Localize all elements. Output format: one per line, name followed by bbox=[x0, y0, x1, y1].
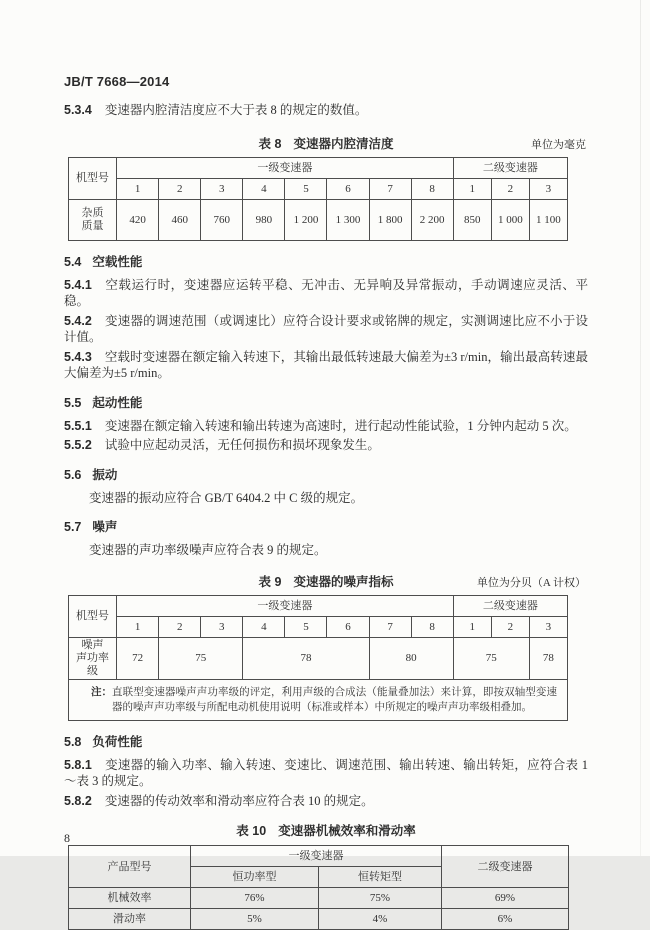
table-8-cleanliness bbox=[68, 157, 568, 241]
table-cell: 1 bbox=[453, 178, 491, 199]
clause-5-4-1: 5.4.1 空载运行时，变速器应运转平稳、无冲击、无异响及异常振动，手动调速应灵活、平稳。 bbox=[64, 277, 588, 308]
clause-5-8-1: 5.8.1 变速器的输入功率、输入转速、变速比、调速范围、输出转速、输出转矩，应符合表 1～表 3 的规定。 bbox=[64, 757, 588, 788]
table-cell: 1 800 bbox=[369, 199, 411, 240]
table-row bbox=[69, 846, 569, 867]
table-cell: 5 bbox=[285, 616, 327, 637]
table-row bbox=[69, 178, 568, 199]
heading-5-4: 5.4 空载性能 bbox=[64, 254, 143, 269]
note-label: 注： bbox=[91, 685, 112, 698]
table-cell: 420 bbox=[117, 199, 159, 240]
table-cell: 4% bbox=[319, 909, 442, 930]
table10-caption-label: 表 10 bbox=[236, 824, 267, 838]
table-cell: 3 bbox=[201, 178, 243, 199]
table9-header-group1: 一级变速器 bbox=[117, 595, 454, 616]
table-row bbox=[69, 637, 568, 679]
table-cell: 1 000 bbox=[491, 199, 529, 240]
table-cell: 75 bbox=[453, 637, 529, 679]
table9-note bbox=[69, 679, 568, 720]
table-cell: 69% bbox=[442, 888, 569, 909]
table9-row-label: 噪声 声功率级 bbox=[69, 637, 117, 679]
clause-5-3-4 bbox=[64, 102, 588, 119]
table8-caption-label: 表 8 bbox=[258, 136, 282, 151]
table10-header-constant-power: 恒功率型 bbox=[191, 867, 319, 888]
clause-number: 5.3.4 bbox=[64, 103, 92, 117]
table-cell: 760 bbox=[201, 199, 243, 240]
table-cell: 5 bbox=[285, 178, 327, 199]
table-cell: 2 bbox=[159, 616, 201, 637]
table-cell: 78 bbox=[243, 637, 369, 679]
table-cell: 76% bbox=[191, 888, 319, 909]
heading-5-8: 5.8 负荷性能 bbox=[64, 734, 143, 749]
clause-5-4-2: 5.4.2 变速器的调速范围（或调速比）应符合设计要求或铭牌的规定，实测调速比应不小于设计值。 bbox=[64, 313, 588, 344]
table-row bbox=[69, 199, 568, 240]
table8-header-group2: 二级变速器 bbox=[453, 157, 567, 178]
table10-caption-title: 变速器机械效率和滑动率 bbox=[278, 824, 416, 838]
clause-5-7-body: 变速器的声功率级噪声应符合表 9 的规定。 bbox=[89, 543, 327, 557]
table-cell: 1 bbox=[117, 178, 159, 199]
table-cell: 2 bbox=[159, 178, 201, 199]
table-row bbox=[69, 679, 568, 720]
table10-header-product: 产品型号 bbox=[69, 846, 191, 888]
table10-header-constant-torque: 恒转矩型 bbox=[319, 867, 442, 888]
table8-header-model: 机型号 bbox=[69, 157, 117, 199]
page-number: 8 bbox=[64, 831, 70, 845]
table-row bbox=[69, 888, 569, 909]
table-9-noise bbox=[68, 595, 568, 721]
table-cell: 75% bbox=[319, 888, 442, 909]
table-cell: 6 bbox=[327, 616, 369, 637]
table9-unit-label: 单位为分贝（A 计权） bbox=[476, 576, 586, 589]
table8-caption bbox=[64, 134, 588, 152]
clause-5-5-2: 5.5.2 试验中应起动灵活，无任何损伤和损坏现象发生。 bbox=[64, 438, 380, 452]
table8-row-label: 杂质 质量 bbox=[69, 199, 117, 240]
table-cell: 980 bbox=[243, 199, 285, 240]
table-cell: 6% bbox=[442, 909, 569, 930]
table-cell: 75 bbox=[159, 637, 243, 679]
table8-caption-row bbox=[64, 134, 588, 152]
table9-header-model: 机型号 bbox=[69, 595, 117, 637]
table-cell: 80 bbox=[369, 637, 453, 679]
table-cell: 4 bbox=[243, 616, 285, 637]
table9-header-group2: 二级变速器 bbox=[453, 595, 567, 616]
table-cell: 8 bbox=[411, 616, 453, 637]
clause-5-6-body: 变速器的振动应符合 GB/T 6404.2 中 C 级的规定。 bbox=[89, 490, 364, 505]
table10-row-label: 机械效率 bbox=[69, 888, 191, 909]
table-cell: 7 bbox=[369, 178, 411, 199]
table10-header-group1: 一级变速器 bbox=[191, 846, 442, 867]
table10-row-label: 滑动率 bbox=[69, 909, 191, 930]
note-text: 直联型变速器噪声声功率级的评定，利用声级的合成法（能量叠加法）来计算，即按双轴型变速器的噪声声功率级与所配电动机使用说明（标准或样本）中所规定的噪声声功率级相叠加。 bbox=[112, 686, 557, 713]
table-cell: 4 bbox=[243, 178, 285, 199]
table8-caption-title: 变速器内腔清洁度 bbox=[293, 136, 394, 151]
clause-5-8-2: 5.8.2 变速器的传动效率和滑动率应符合表 10 的规定。 bbox=[64, 793, 374, 808]
table-cell: 5% bbox=[191, 909, 319, 930]
table8-header-group1: 一级变速器 bbox=[117, 157, 454, 178]
table-cell: 1 bbox=[117, 616, 159, 637]
table-row bbox=[69, 595, 568, 616]
heading-5-6: 5.6 振动 bbox=[64, 467, 118, 482]
table10-header-group2: 二级变速器 bbox=[442, 846, 569, 888]
table10-caption bbox=[64, 821, 588, 839]
table-cell: 6 bbox=[327, 178, 369, 199]
table-cell: 460 bbox=[159, 199, 201, 240]
table-cell: 2 bbox=[491, 616, 529, 637]
table9-caption-label: 表 9 bbox=[258, 574, 282, 589]
table8-unit-label: 单位为毫克 bbox=[531, 138, 586, 151]
table-cell: 3 bbox=[201, 616, 243, 637]
table-cell: 3 bbox=[529, 616, 567, 637]
table-cell: 7 bbox=[369, 616, 411, 637]
clause-text: 变速器内腔清洁度应不大于表 8 的规定的数值。 bbox=[104, 103, 368, 117]
clause-5-4-3: 5.4.3 空载时变速器在额定输入转速下，其输出最低转速最大偏差为±3 r/min，输出最高转速最大偏差为±5 r/min。 bbox=[64, 349, 588, 380]
table-cell: 2 bbox=[491, 178, 529, 199]
table-cell: 1 100 bbox=[529, 199, 567, 240]
table10-caption-row bbox=[64, 821, 588, 839]
table-row bbox=[69, 616, 568, 637]
clause-5-5-1: 5.5.1 变速器在额定输入转速和输出转速为高速时，进行起动性能试验，1 分钟内起动 5 次。 bbox=[64, 418, 577, 433]
table-cell: 2 200 bbox=[411, 199, 453, 240]
heading-5-7: 5.7 噪声 bbox=[64, 520, 118, 534]
table-row bbox=[69, 909, 569, 930]
table9-caption-title: 变速器的噪声指标 bbox=[293, 574, 394, 589]
table-cell: 1 300 bbox=[327, 199, 369, 240]
table-cell: 3 bbox=[529, 178, 567, 199]
table-cell: 1 200 bbox=[285, 199, 327, 240]
table-row bbox=[69, 157, 568, 178]
standard-number: JB/T 7668—2014 bbox=[64, 74, 170, 89]
table-cell: 72 bbox=[117, 637, 159, 679]
table-cell: 78 bbox=[529, 637, 567, 679]
heading-5-5: 5.5 起动性能 bbox=[64, 395, 143, 410]
table9-caption-row bbox=[64, 572, 588, 590]
table-cell: 850 bbox=[453, 199, 491, 240]
table-cell: 1 bbox=[453, 616, 491, 637]
table-10-efficiency bbox=[68, 845, 569, 930]
table-cell: 8 bbox=[411, 178, 453, 199]
